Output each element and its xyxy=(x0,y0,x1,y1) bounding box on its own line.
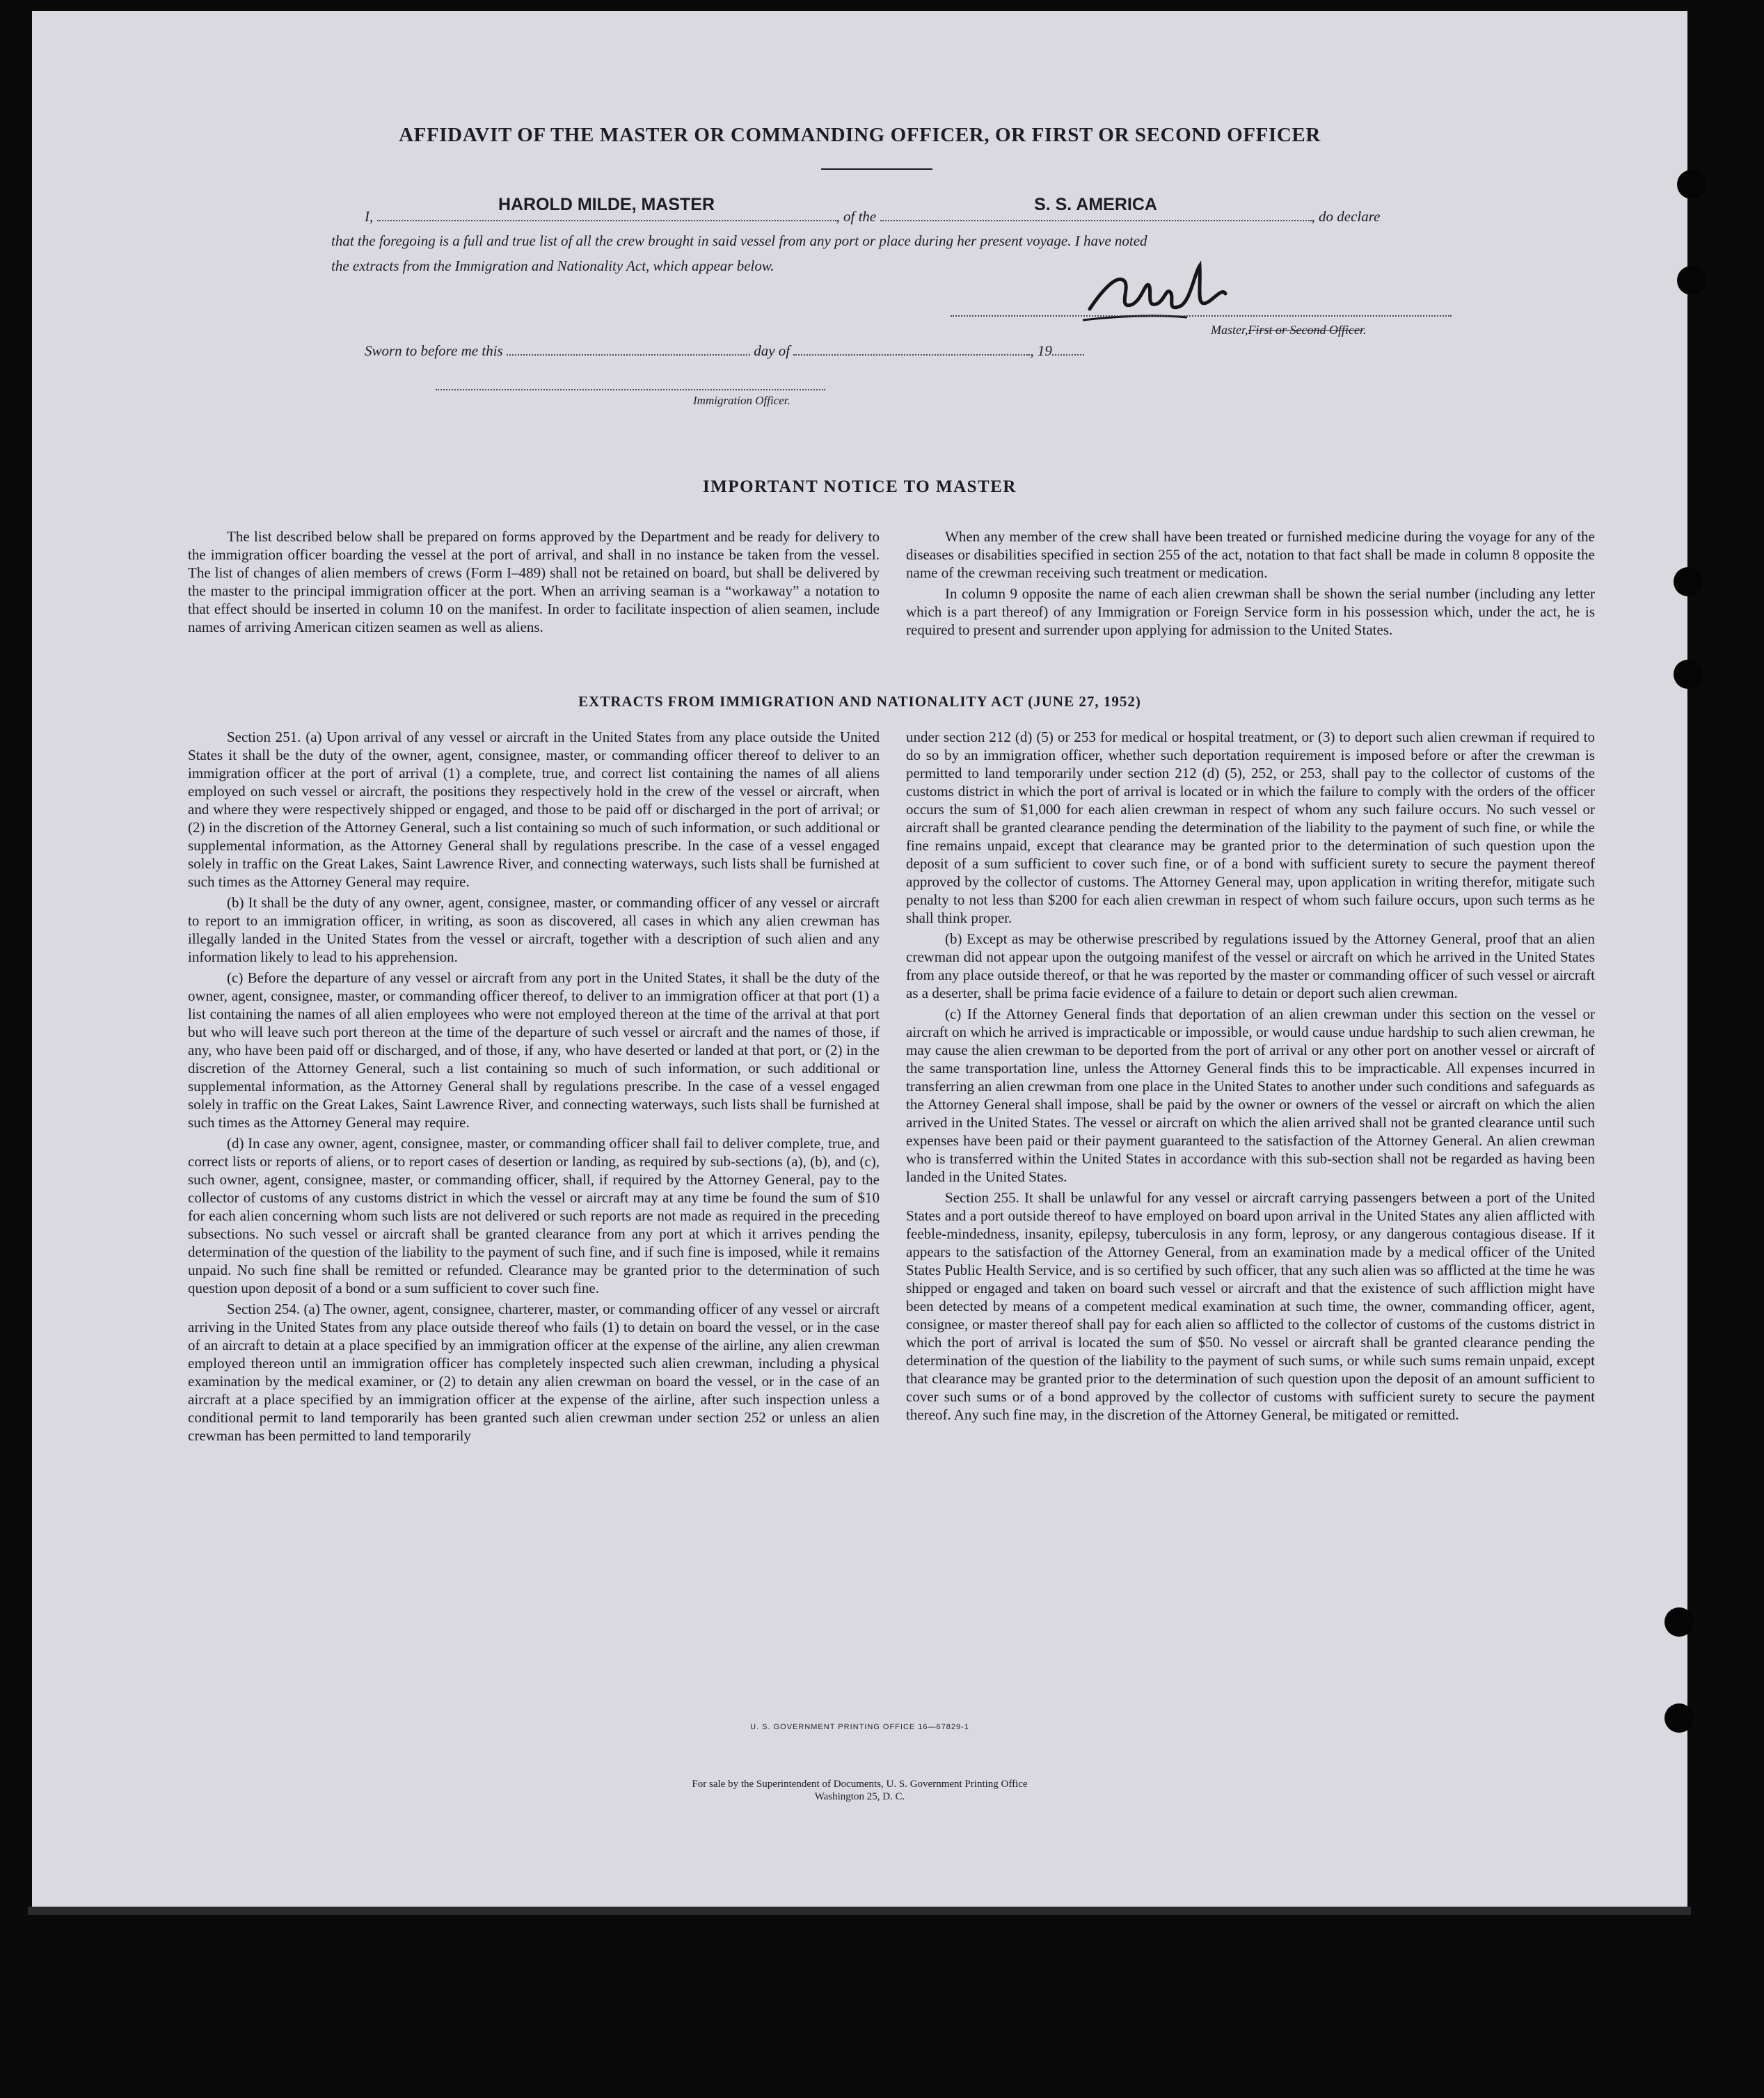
vessel-field xyxy=(880,195,1312,221)
signature-line xyxy=(951,315,1452,317)
master-caption: Master,First or Second Officer. xyxy=(1211,323,1367,337)
extract-paragraph: (c) Before the departure of any vessel or aircraft from any port in the United States, it shall be the duty of the owner, agent, consignee, master, or commanding officer thereof, to deliver to an immigration officer at that port (1) a list containing the names of all alien employees who were not employed thereon at the time of the arrival at that port but who will leave such port thereon at the time of the departure of such vessel or aircraft and the names of those, if any, who have been paid off or discharged, and of those, if any, who have deserted or landed at that port, or (2) in the discretion of the Attorney General, such a list containing so much of such information, or such additional or supplemental information, as the Attorney General shall by regulations prescribe. In the case of a vessel engaged solely in traffic on the Great Lakes, Saint Lawrence River, and connecting waterways, such lists shall be furnished at such times as the Attorney General may require. xyxy=(188,969,880,1131)
declaration-line-1 xyxy=(365,195,1492,229)
sale-line-1: For sale by the Superintendent of Documents, U. S. Government Printing Office xyxy=(692,1779,1028,1790)
declare-label: , do declare xyxy=(1311,208,1381,225)
notice-right-paragraph-1: When any member of the crew shall have been treated or furnished medicine during the voyage for any of the diseases or disabilities specified in section 255 of the act, notation to that fact shall be made in column 8 opposite the name of the crewman receiving such treatment or medication. xyxy=(906,528,1595,581)
binder-hole xyxy=(1677,170,1706,199)
extracts-left-column xyxy=(188,728,880,1447)
title-divider xyxy=(821,168,932,170)
sworn-label: Sworn to before me this xyxy=(365,342,503,359)
immigration-officer-label: Immigration Officer. xyxy=(693,394,790,407)
vessel-value: S. S. AMERICA xyxy=(1034,195,1157,214)
name-field xyxy=(377,195,836,221)
extract-paragraph: (d) In case any owner, agent, consignee, master, or commanding officer shall fail to deliver complete, true, and correct lists or reports of aliens, or to report cases of desertion or landing, as required by sub-sections (a), (b), and (c), such owner, agent, consignee, master, or commanding officer, shall, if required by the Attorney General, pay to the collector of customs of any customs district in which the vessel or aircraft may at any time be found the sum of $10 for each alien concerning whom such lists are not delivered or such reports are not made as required in the preceding subsections. No such vessel or aircraft shall be granted clearance from any port at which it arrives pending the determination of the question of the liability to the payment of such fine, and if such fine is imposed, while it remains unpaid. No such fine shall be remitted or refunded. Clearance may be granted prior to the determination of such question upon deposit of a bond or a sum sufficient to cover such fine. xyxy=(188,1135,880,1296)
i-label: I, xyxy=(365,208,374,225)
sworn-day-field xyxy=(507,339,750,356)
binder-hole xyxy=(1674,567,1703,596)
sworn-year-field xyxy=(1052,339,1084,356)
extract-paragraph: Section 255. It shall be unlawful for any vessel or aircraft carrying passengers between a port of the United States and a port outside thereof to have employed on board upon arrival in the United States any alien afflicted with feeble-mindedness, insanity, epilepsy, tuberculosis in any form, leprosy, or any dangerous contagious disease. If it appears to the satisfaction of the Attorney General, from an examination made by a medical officer of the United States Public Health Service, and is so certified by such officer, that any such alien was so afflicted at the time he was shipped or engaged and taken on board such vessel or aircraft and that the existence of such affliction might have been detected by means of a competent medical examination at such time, the owner, commanding officer, agent, consignee, or master thereof shall pay for each alien so afflicted to the collector of customs of the customs district in which the port of arrival is located the sum of $50. No vessel or aircraft shall be granted clearance pending the determination of the question of the liability to the payment of such sums, or while such sums remain unpaid, except that clearance may be granted prior to the determination of such question upon the deposit of an amount sufficient to cover such sums or of a bond approved by the collector of customs with sufficient surety to secure the payment thereof. Any such fine may, in the discretion of the Attorney General, be mitigated or remitted. xyxy=(906,1189,1595,1423)
extract-paragraph: Section 251. (a) Upon arrival of any vessel or aircraft in the United States from any place outside the United States it shall be the duty of the owner, agent, consignee, master, or commanding officer thereof to deliver to an immigration officer at the port of arrival (1) a complete, true, and correct list containing the names of all aliens employed on such vessel or aircraft, the positions they respectively hold in the crew of the vessel or aircraft, when and where they were respectively shipped or engaged, and those to be paid off or discharged in the port of arrival; or (2) in the discretion of the Attorney General, such a list containing so much of such information, or such additional or supplemental information, as the Attorney General shall by regulations prescribe. In the case of a vessel engaged solely in traffic on the Great Lakes, Saint Lawrence River, and connecting waterways, such lists shall be furnished at such times as the Attorney General may require. xyxy=(188,729,880,890)
extract-paragraph: (c) If the Attorney General finds that deportation of an alien crewman under this section on the vessel or aircraft on which he arrived is impracticable or impossible, or would cause undue hardship to such alien crewman, he may cause the alien crewman to be deported from the port of arrival or any other port on another vessel or aircraft of the same transportation line, unless the Attorney General finds this to be impracticable. All expenses incurred in transferring an alien crewman from one place in the United States to another under such conditions and safeguards as the Attorney General shall impose, shall be paid by the owner or owners of the vessel or aircraft on which the alien arrived in the United States. The vessel or aircraft on which the alien arrived shall not be granted clearance until such expenses have been paid or their payment guaranteed to the satisfaction of the Attorney General. An alien crewman who is transferred within the United States in accordance with this sub-section shall not be regarded as having been landed in the United States. xyxy=(906,1006,1595,1185)
form-page xyxy=(32,11,1687,1909)
notice-right-column xyxy=(906,527,1595,642)
extracts-title: EXTRACTS FROM IMMIGRATION AND NATIONALITY ACT (JUNE 27, 1952) xyxy=(578,693,1141,710)
affidavit-title: AFFIDAVIT OF THE MASTER OR COMMANDING OFFICER, OR FIRST OR SECOND OFFICER xyxy=(399,124,1321,146)
binder-hole xyxy=(1677,266,1706,295)
sworn-month-field xyxy=(793,339,1030,356)
sworn-line xyxy=(365,338,1200,363)
notice-left-paragraph: The list described below shall be prepared on forms approved by the Department and be ready for delivery to the immigration officer boarding the vessel at the port of arrival, and shall in no instance be taken from the vessel. The list of changes of alien members of crews (Form I–489) shall not be retained on board, but shall be delivered by the master to the principal immigration officer at the port. When an arriving seaman is a “workaway” a notation to that effect should be inserted in column 10 on the manifest. In order to facilitate inspection of alien seamen, include names of arriving American citizen seamen as well as aliens. xyxy=(188,528,880,635)
notice-right-paragraph-2: In column 9 opposite the name of each alien crewman shall be shown the serial number (including any letter which is a part thereof) of any Immigration or Foreign Service form in his possession which, under the act, he is required to present and surrender upon applying for admission to the United States. xyxy=(906,585,1595,638)
extract-paragraph: (b) Except as may be otherwise prescribed by regulations issued by the Attorney General, proof that an alien crewman did not appear upon the outgoing manifest of the vessel or aircraft on which he arrived in the United States from any place outside thereof, or that he was reported by the master or commanding officer of such vessel or aircraft as a deserter, shall be prima facie evidence of a failure to detain or deport such alien crewman. xyxy=(906,930,1595,1001)
page-edge-shadow xyxy=(28,1907,1691,1915)
extract-paragraph: (b) It shall be the duty of any owner, agent, consignee, master, or commanding officer of any vessel or aircraft to report to an immigration officer, in writing, as soon as discovered, all cases in which any alien crewman has illegally landed in the United States from the vessel or aircraft, together with a description of such alien and any information likely to lead to his apprehension. xyxy=(188,894,880,965)
extract-paragraph: Section 254. (a) The owner, agent, consignee, charterer, master, or commanding officer of any vessel or aircraft arriving in the United States from any place outside thereof who fails (1) to detain on board the vessel, or in the case of an aircraft to detain at a place specified by an immigration officer at the expense of the airline, any alien crewman employed thereon until an immigration officer has completely inspected such alien crewman, including a physical examination by the medical examiner, or (2) to detain any alien crewman on board the vessel, or in the case of an aircraft at a place specified by an immigration officer at the expense of the airline, after such inspection unless a conditional permit to land temporarily has been granted such alien crewman under section 252 or unless an alien crewman has been permitted to land temporarily xyxy=(188,1301,880,1444)
name-value: HAROLD MILDE, MASTER xyxy=(498,195,715,214)
binder-hole xyxy=(1674,660,1703,689)
sale-line-2: Washington 25, D. C. xyxy=(814,1791,905,1802)
day-of-label: day of xyxy=(754,342,790,359)
binder-hole xyxy=(1664,1607,1694,1637)
of-the-label: , of the xyxy=(836,208,877,225)
declaration-line-2: that the foregoing is a full and true list of all the crew brought in said vessel from any port or place during her present voyage. I have noted xyxy=(331,232,1147,249)
notice-title: IMPORTANT NOTICE TO MASTER xyxy=(703,477,1017,496)
extract-paragraph: under section 212 (d) (5) or 253 for medical or hospital treatment, or (3) to deport such alien crewman if required to do so by an immigration officer, whether such deportation requirement is imposed before or after the crewman is permitted to land temporarily under section 212 (d) (5), 252, or 253, shall pay to the collector of customs of the customs district in which the port of arrival is located or in which the failure to comply with the orders of the officer occurs the sum of $1,000 for each alien crewman in respect of whom any such failure occurs. No such vessel or aircraft shall be granted clearance pending the determination of the liability to the payment of such fine, or while the fine remains unpaid, except that clearance may be granted prior to the determination of such question upon the deposit of a sum sufficient to cover such fine, or of a bond with sufficient surety to secure the payment thereof approved by the collector of customs. The Attorney General may, upon application in writing therefor, mitigate such penalty to not less than $200 for each alien crewman in respect of whom such failure occurs, upon such terms as he shall think proper. xyxy=(906,729,1595,926)
year-label: , 19 xyxy=(1030,342,1052,359)
struck-officer-label: First or Second Officer xyxy=(1248,323,1363,337)
binder-hole xyxy=(1664,1703,1694,1733)
printing-office-line: U. S. GOVERNMENT PRINTING OFFICE 16—67829-1 xyxy=(750,1723,969,1731)
declaration-line-3: the extracts from the Immigration and Nationality Act, which appear below. xyxy=(331,257,774,274)
immigration-officer-line xyxy=(436,389,825,390)
master-label: Master, xyxy=(1211,323,1248,337)
notice-left-column xyxy=(188,527,880,639)
extracts-right-column xyxy=(906,728,1595,1427)
